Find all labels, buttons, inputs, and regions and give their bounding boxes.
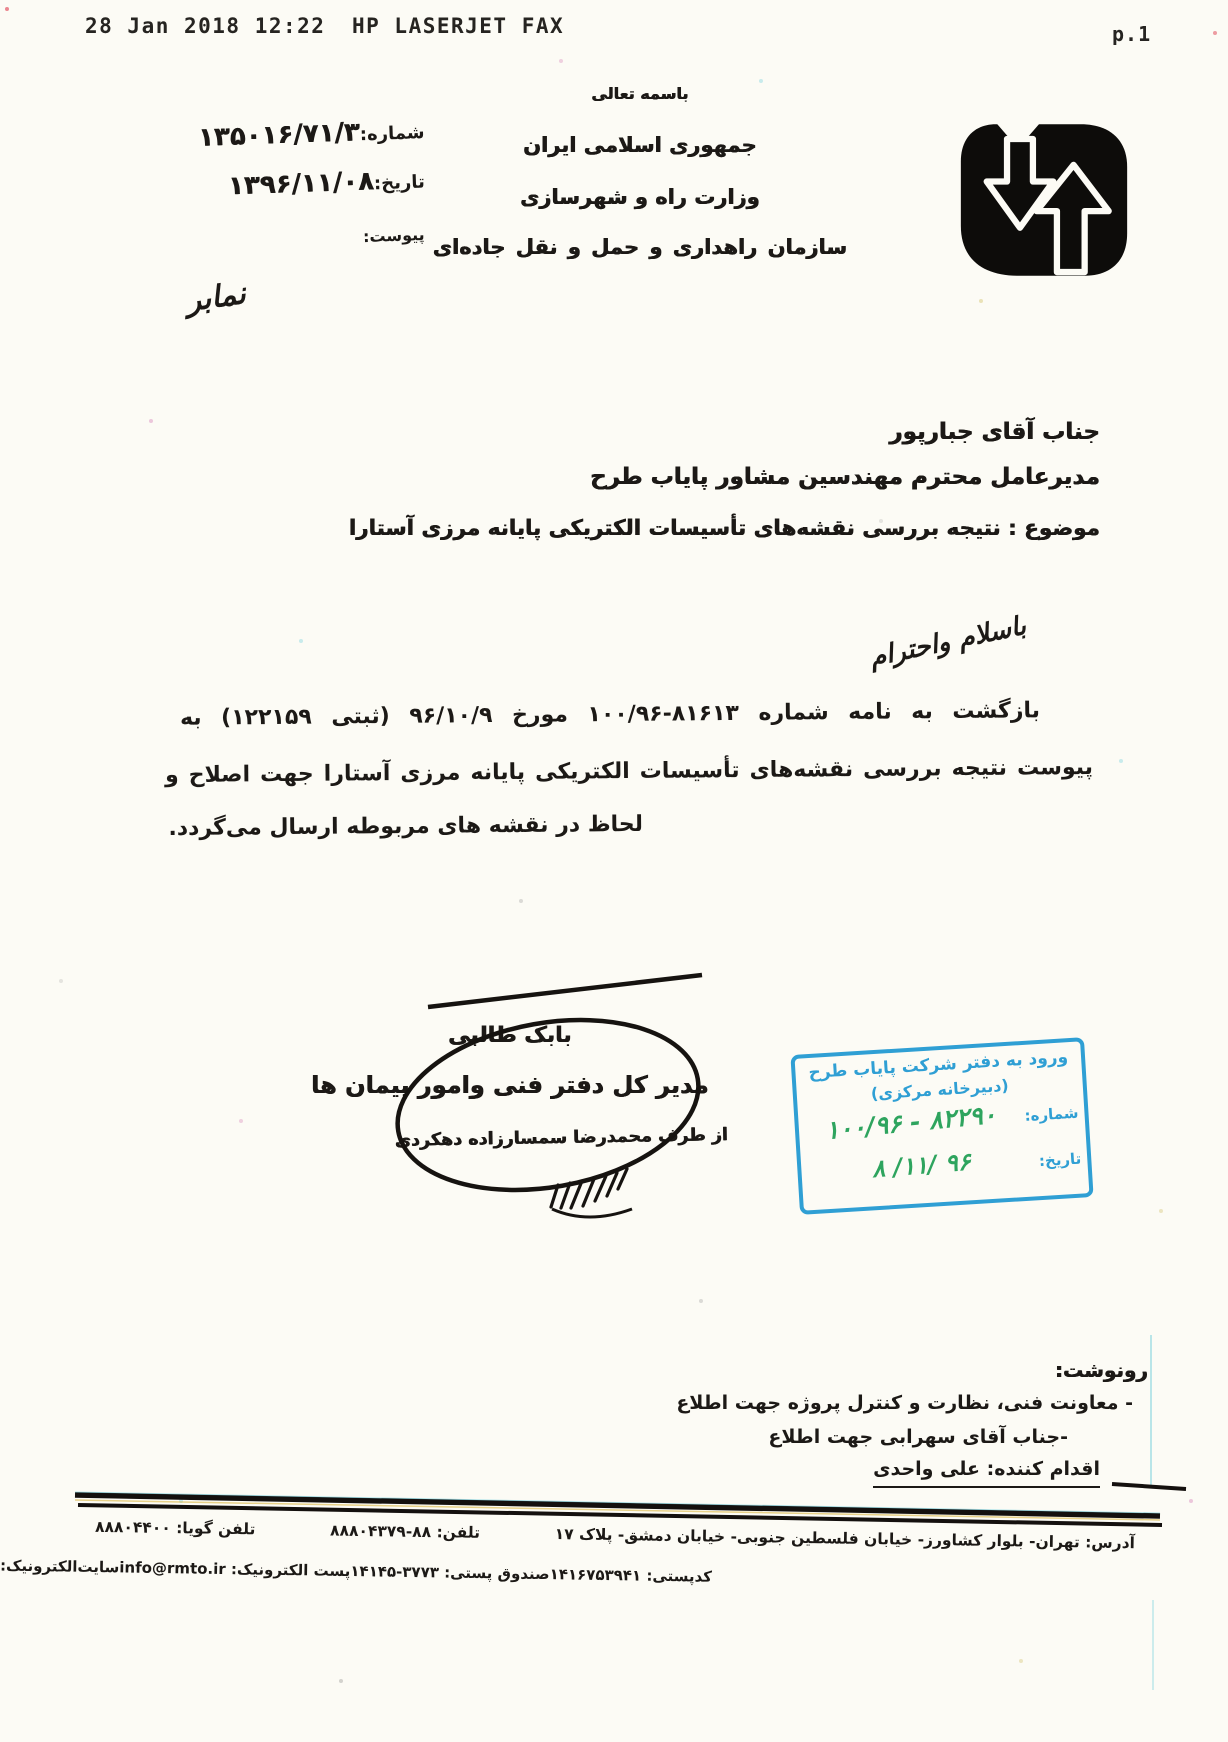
ref-number-row [198,112,426,158]
footer-website-label: سایت‌الکترونیک: [0,1556,120,1577]
ref-attachment-label: پیوست: [363,224,426,247]
stamp-number-handwritten: ۸۲۲۹۰ - ۱۰۰/۹۶ [824,1099,998,1146]
ref-date-label: تاریخ: [373,171,426,195]
rmto-logo-icon [950,115,1138,285]
recipient-name: جناب آقای جبارپور [889,419,1100,445]
fax-datetime: 28 Jan 2018 12:22 [85,14,326,38]
footer-line-2 [0,1556,713,1588]
footer-email-label: پست الکترونیک: [230,1560,351,1581]
letterhead-organization: سازمان راهداری و حمل و نقل جاده‌ای [432,235,848,259]
footer-email-value: info@rmto.ir [119,1558,226,1579]
ref-date-row [228,162,426,207]
cc-item-2: -جناب آقای سهرابی جهت اطلاع [768,1426,1068,1448]
fax-device-name: HP LASERJET FAX [352,14,565,38]
fax-page-number: p.1 [1112,22,1152,46]
handwritten-greeting: باسلام واحترام [866,610,1029,674]
signed-on-behalf: از طرف محمدرضا سمسارزاده دهکردی [394,1125,729,1151]
signatory-title: مدیر کل دفتر فنی وامور پیمان ها [311,1071,709,1099]
stamp-subtitle: (دبیرخانه مرکزی) [870,1075,1010,1104]
letterhead-bismillah: باسمه تعالی [591,84,689,103]
handwritten-fax-note: نمابر [183,276,248,319]
ref-number-label: شماره: [359,122,426,146]
stamp-number-label: شماره: [1024,1103,1079,1125]
footer-postal-code: کدپستی: ۱۴۱۶۷۵۳۹۴۱ [549,1565,713,1586]
stamp-title: ورود به دفتر شرکت پایاب طرح [807,1047,1069,1084]
letterhead-country: جمهوری اسلامی ایران [523,133,757,157]
footer-po-box: صندوق پستی: ۳۷۷۳-۱۴۱۴۵ [350,1562,550,1584]
body-line-1: بازگشت به نامه شماره ۸۱۶۱۳-۱۰۰/۹۶ مورخ ۹۶/۱۰/۹ (ثبتی ۱۲۲۱۵۹) به [179,698,1041,731]
stamp-date-label: تاریخ: [1038,1149,1082,1171]
recipient-title: مدیرعامل محترم مهندسین مشاور پایاب طرح [590,464,1100,490]
footer-address: آدرس: تهران- بلوار کشاورز- خیابان فلسطین جنوبی- خیابان دمشق- پلاک ۱۷ [554,1525,1136,1553]
footer-email [119,1557,350,1582]
footer-website [0,1554,120,1579]
company-entry-stamp [790,1037,1093,1215]
footer-phone: تلفن: ۸۸-۸۸۸۰۴۳۷۹ [329,1521,481,1542]
signatory-name: بابک طالبی [448,1023,572,1048]
footer-voice-phone: تلفن گویا: ۸۸۸۰۴۴۰۰ [94,1517,256,1539]
action-by-line: اقدام کننده: علی واحدی [873,1456,1100,1488]
ref-date-value: ۱۳۹۶/۱۱/۰۸ [227,166,375,202]
scan-artifact-line-2 [1152,1600,1154,1690]
body-line-2: پیوست نتیجه بررسی نقشه‌های تأسیسات الکتریکی پایانه مرزی آستارا جهت اصلاح و [164,754,1094,789]
scan-artifact-line [1150,1335,1152,1485]
letterhead-ministry: وزارت راه و شهرسازی [520,185,760,209]
body-line-3: لحاظ در نقشه های مربوطه ارسال می‌گردد. [168,811,644,842]
stamp-date-handwritten: ۹۶ /۱۱/ ۸ [871,1147,972,1184]
cc-label: رونوشت: [1055,1358,1148,1382]
scan-noise-speckles [0,0,2,2]
ref-number-value: ۱۳۵۰۱۶/۷۱/۳ [197,117,361,153]
subject-line: موضوع : نتیجه بررسی نقشه‌های تأسیسات الکتریکی پایانه مرزی آستارا [348,516,1100,541]
cc-item-1: - معاونت فنی، نظارت و کنترل پروژه جهت اطلاع [676,1392,1133,1414]
